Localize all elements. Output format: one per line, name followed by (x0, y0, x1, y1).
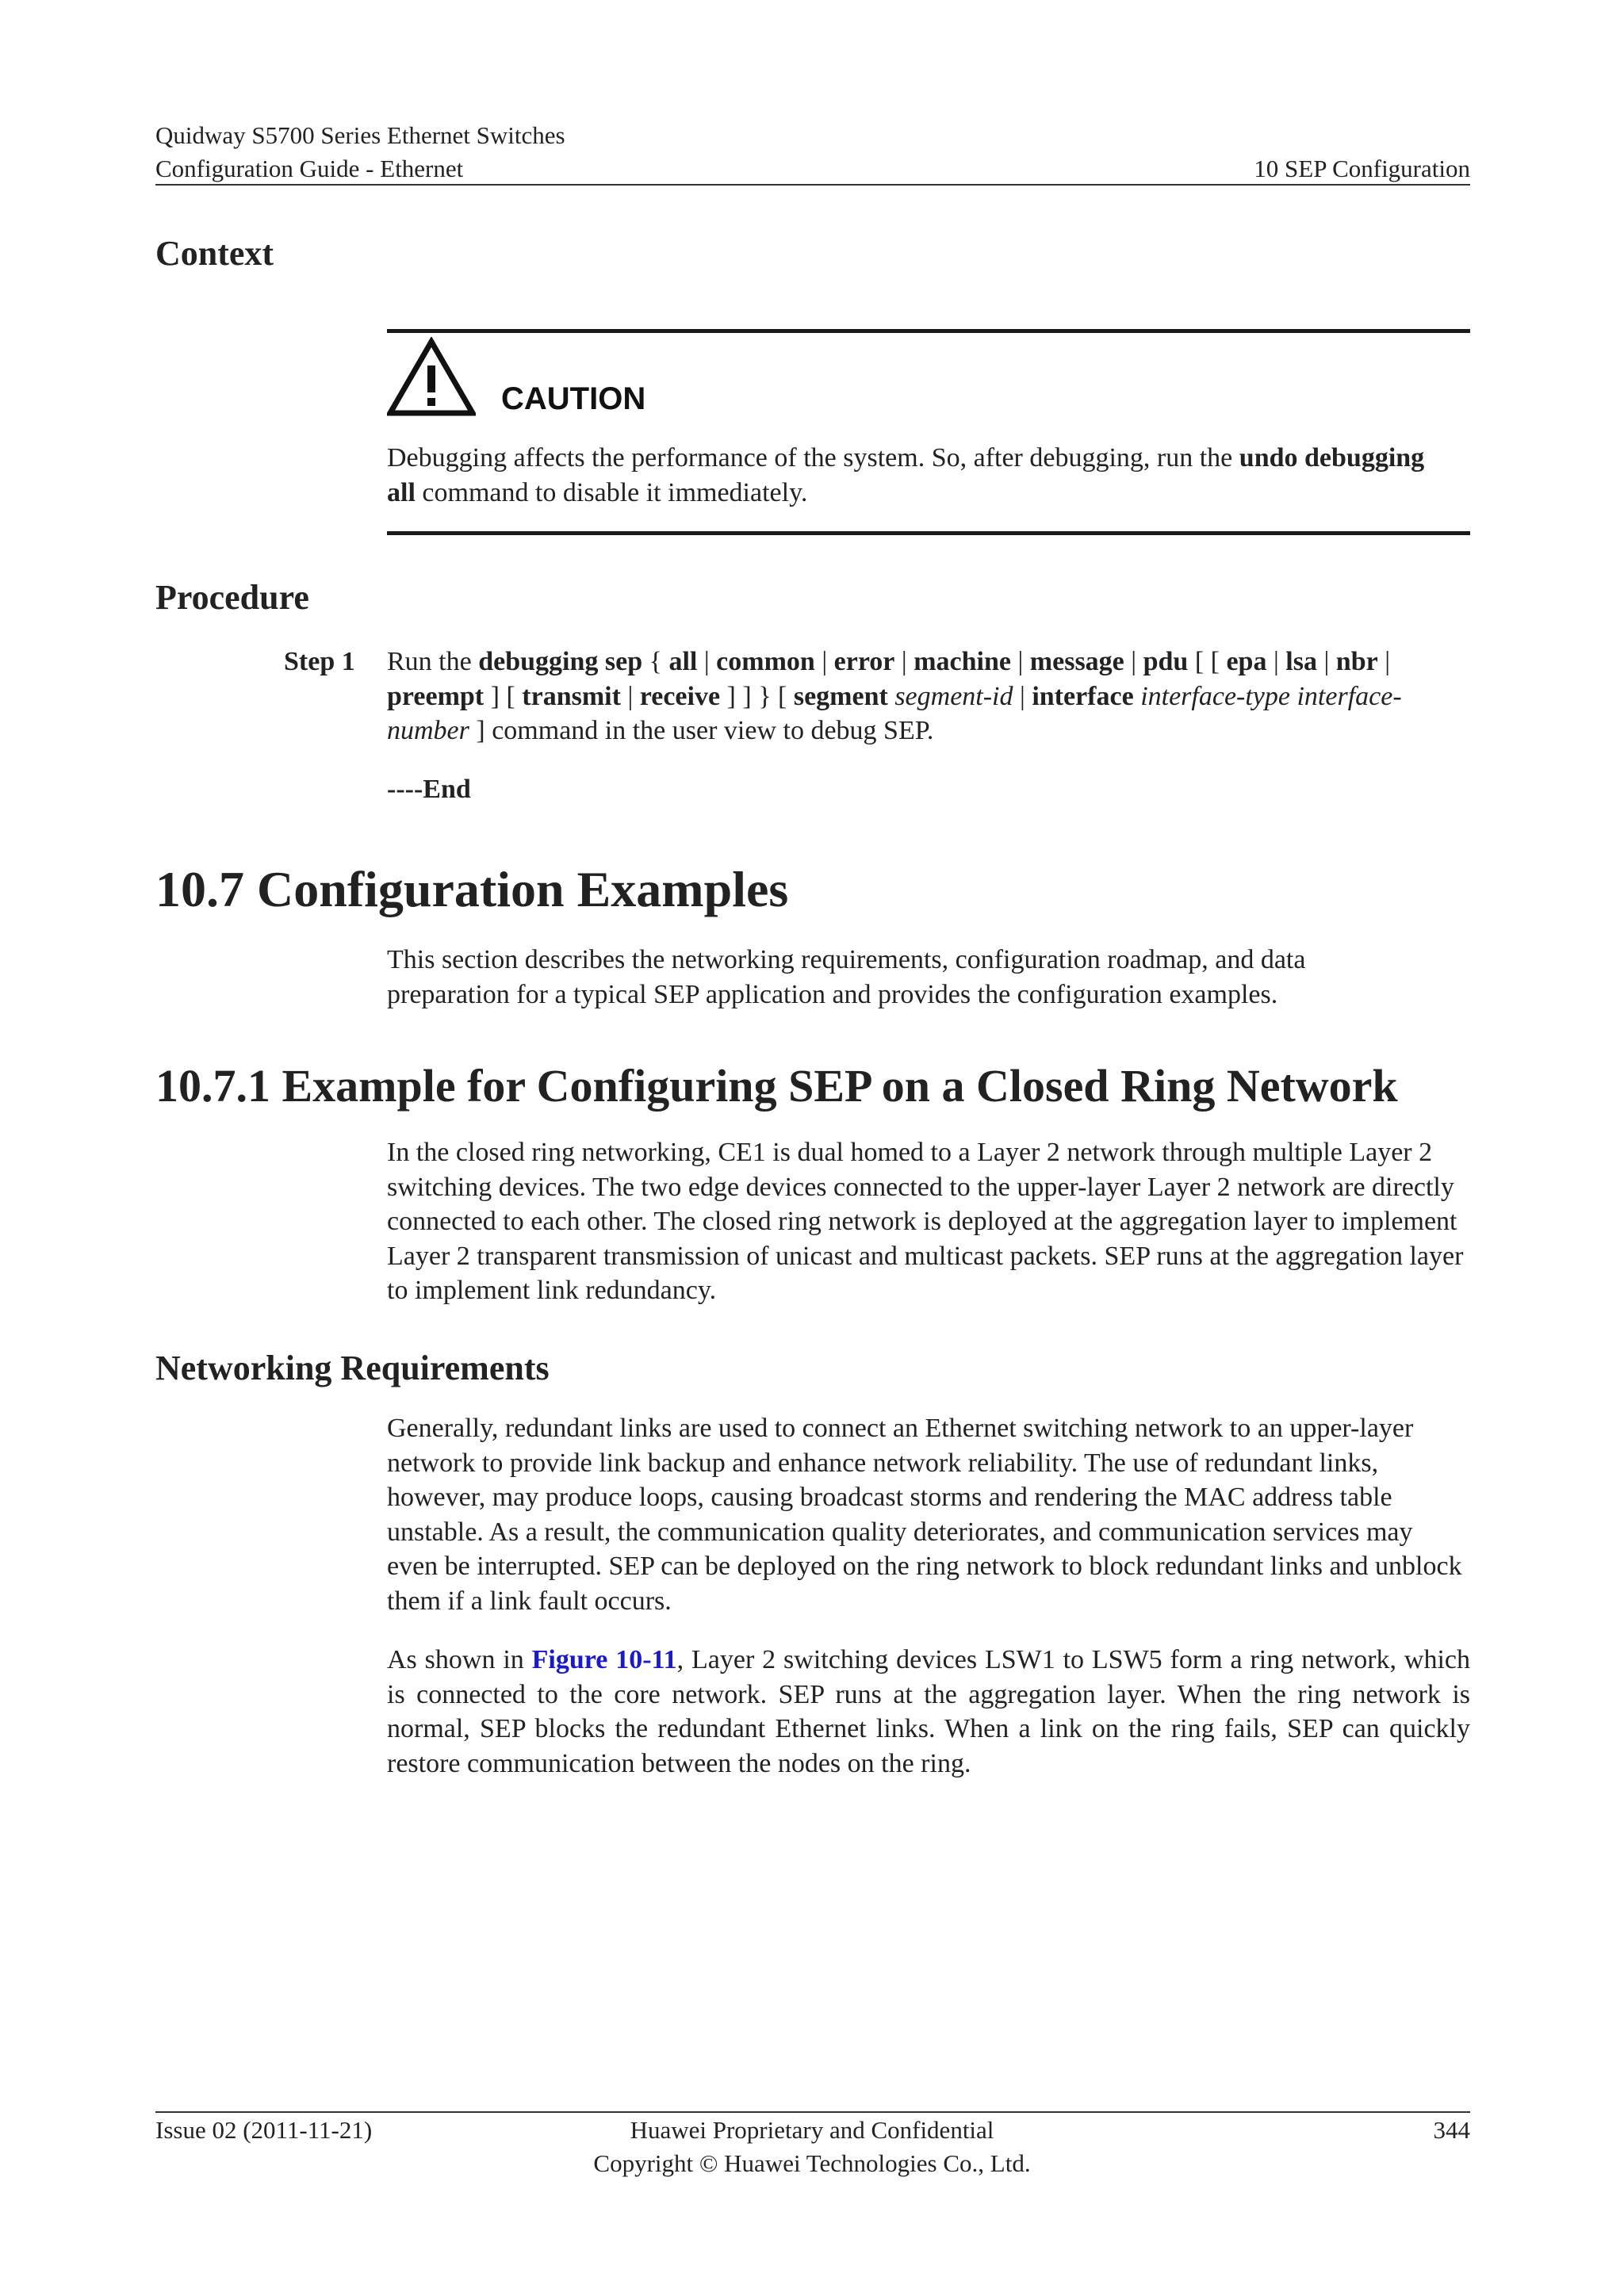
caution-label: CAUTION (501, 381, 646, 416)
section-10-7-text: This section describes the networking requirements, configuration roadmap, and data preparation for a typical SEP application and provides the configuration examples. (387, 945, 1306, 1009)
step-sep: ] [ (484, 681, 523, 711)
kw-lsa: lsa (1285, 647, 1317, 676)
header-product-text: Quidway S5700 Series Ethernet Switches (155, 121, 565, 149)
kw-nbr: nbr (1335, 647, 1378, 676)
step-sep: | (1124, 647, 1143, 676)
kw-error: error (833, 647, 895, 676)
cmd-debugging-sep: debugging sep (478, 647, 643, 676)
kw-all: all (668, 647, 698, 676)
figure-10-11-link[interactable]: Figure 10-11 (531, 1645, 677, 1674)
footer-page-number: 344 (1433, 2116, 1470, 2144)
header-guide: Configuration Guide - Ethernet (155, 155, 464, 182)
caution-bottom-rule (387, 531, 1470, 535)
step-text (387, 645, 1470, 748)
caution-command: undo debugging (1239, 443, 1425, 473)
step-run: Run the (387, 647, 479, 676)
step-label: Step 1 (284, 647, 355, 676)
kw-common: common (716, 647, 815, 676)
kw-pdu: pdu (1143, 647, 1189, 676)
context-heading: Context (155, 234, 274, 273)
step-sep: | (814, 647, 834, 676)
step-sep: | (1266, 647, 1286, 676)
step-sep: [ [ (1188, 647, 1227, 676)
header-rule (155, 184, 1470, 186)
end-marker: ----End (387, 775, 471, 804)
param-segment-id: segment-id (894, 681, 1013, 711)
caution-command-all: all (387, 477, 416, 507)
step-sep (1134, 682, 1141, 711)
caution-text-end: command to disable it immediately. (415, 477, 808, 507)
header-row (155, 152, 1470, 186)
kw-message: message (1029, 647, 1124, 676)
caution-top-rule (387, 329, 1470, 333)
networking-para-2-a: As shown in (387, 1645, 532, 1674)
step-tail: ] command in the user view to debug SEP. (469, 716, 934, 745)
section-10-7-title: 10.7 Configuration Examples (155, 861, 789, 917)
caution-warning-icon (387, 337, 476, 416)
header-chapter: 10 SEP Configuration (1254, 155, 1470, 182)
caution-text-part: Debugging affects the performance of the system. So, after debugging, run the (387, 443, 1239, 473)
kw-segment: segment (793, 681, 888, 711)
caution-text (387, 441, 1470, 510)
kw-preempt: preempt (387, 681, 485, 711)
step-sep: | (1013, 681, 1032, 711)
kw-epa: epa (1226, 647, 1267, 676)
step-sep: ] ] } [ (720, 681, 794, 711)
step-sep: | (894, 647, 914, 676)
networking-para-2 (387, 1643, 1470, 1781)
step-sep: | (1377, 647, 1391, 676)
networking-heading: Networking Requirements (155, 1349, 550, 1387)
footer-rule (155, 2111, 1470, 2113)
step-sep: | (697, 647, 717, 676)
networking-para-2-b: , Layer 2 switching devices LSW1 to LSW5 form a ring network, which is connected to the core network. SEP runs at the aggregation layer. When the ring network is normal, SEP blocks the redundant Ethernet links. When a link on the ring fails, SEP can quickly restore communication between the nodes on the ring. (387, 1645, 1470, 1778)
networking-para-1: Generally, redundant links are used to connect an Ethernet switching network to an upper-layer network to provide link backup and enhance network reliability. The use of redundant links, however, may produce loops, causing broadcast storms and rendering the MAC address table unstable. As a result, the communication quality deteriorates, and communication services may even be interrupted. SEP can be deployed on the ring network to block redundant links and unblock them if a link fault occurs. (387, 1414, 1462, 1616)
footer-issue: Issue 02 (2011-11-21) (155, 2116, 373, 2144)
step-sep: | (1316, 647, 1336, 676)
header-product (155, 119, 1470, 152)
kw-transmit: transmit (522, 681, 621, 711)
param-interface-type-number: interface-type interface-number (387, 681, 1402, 745)
section-10-7-1-text: In the closed ring networking, CE1 is dual homed to a Layer 2 network through multiple Layer 2 switching devices. The two edge devices connected to the upper-layer Layer 2 network are directly connected to each other. The closed ring network is deployed at the aggregation layer to implement Layer 2 transparent transmission of unicast and multicast packets. SEP runs at the aggregation layer to implement link redundancy. (387, 1138, 1464, 1305)
kw-receive: receive (639, 681, 721, 711)
section-10-7-1-title: 10.7.1 Example for Configuring SEP on a Closed Ring Network (155, 1060, 1398, 1112)
kw-interface: interface (1032, 681, 1134, 711)
footer-confidential: Huawei Proprietary and Confidential (630, 2116, 994, 2144)
step-sep: | (620, 681, 640, 711)
footer-copyright: Copyright © Huawei Technologies Co., Ltd. (593, 2149, 1031, 2177)
kw-machine: machine (914, 647, 1011, 676)
step-sep: | (1010, 647, 1030, 676)
procedure-heading: Procedure (155, 578, 309, 617)
step-sep: { (642, 647, 669, 676)
footer-center (444, 2114, 1180, 2180)
